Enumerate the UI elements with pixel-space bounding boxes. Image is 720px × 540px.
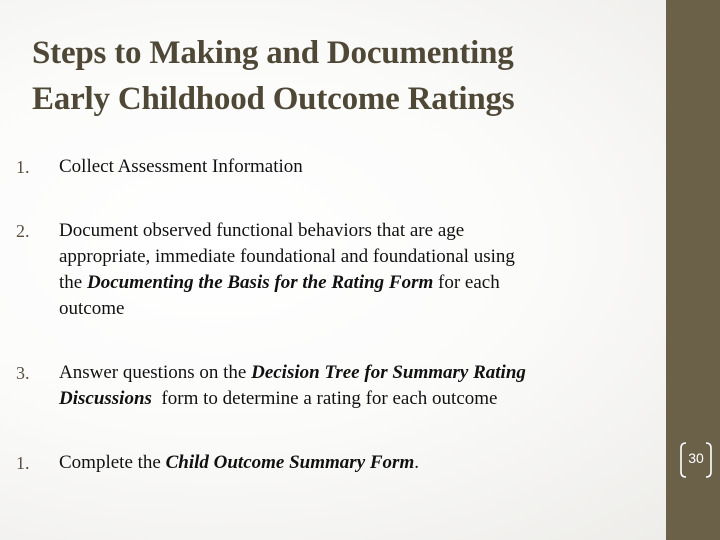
list-item-text: Collect Assessment Information — [59, 156, 303, 177]
list-item-text: Complete the Child Outcome Summary Form. — [59, 452, 419, 473]
slide-title-line-1: Steps to Making and Documenting — [32, 35, 514, 71]
form-name-emphasis: Decision Tree for Summary Rating — [251, 362, 526, 383]
form-name-emphasis: Child Outcome Summary Form — [165, 452, 415, 473]
page-number: 30 — [688, 450, 704, 466]
list-item-number: 1. — [16, 157, 30, 177]
list-item-number: 3. — [16, 363, 30, 383]
list-item-number: 2. — [16, 221, 30, 241]
form-name-emphasis: Documenting the Basis for the Rating Form — [86, 272, 434, 293]
slide-title-line-2: Early Childhood Outcome Ratings — [32, 81, 515, 117]
form-name-emphasis: Discussions — [59, 388, 152, 409]
list-item-number: 1. — [16, 453, 30, 473]
list-item-text: Answer questions on the Decision Tree for Summary Rating Discussions form to determine a rating for each outcome — [59, 362, 526, 409]
list-item-text: Document observed functional behaviors that are age appropriate, immediate foundational and foundational using the Documenting the Basis for the Rating Form for each outcome — [59, 220, 515, 319]
